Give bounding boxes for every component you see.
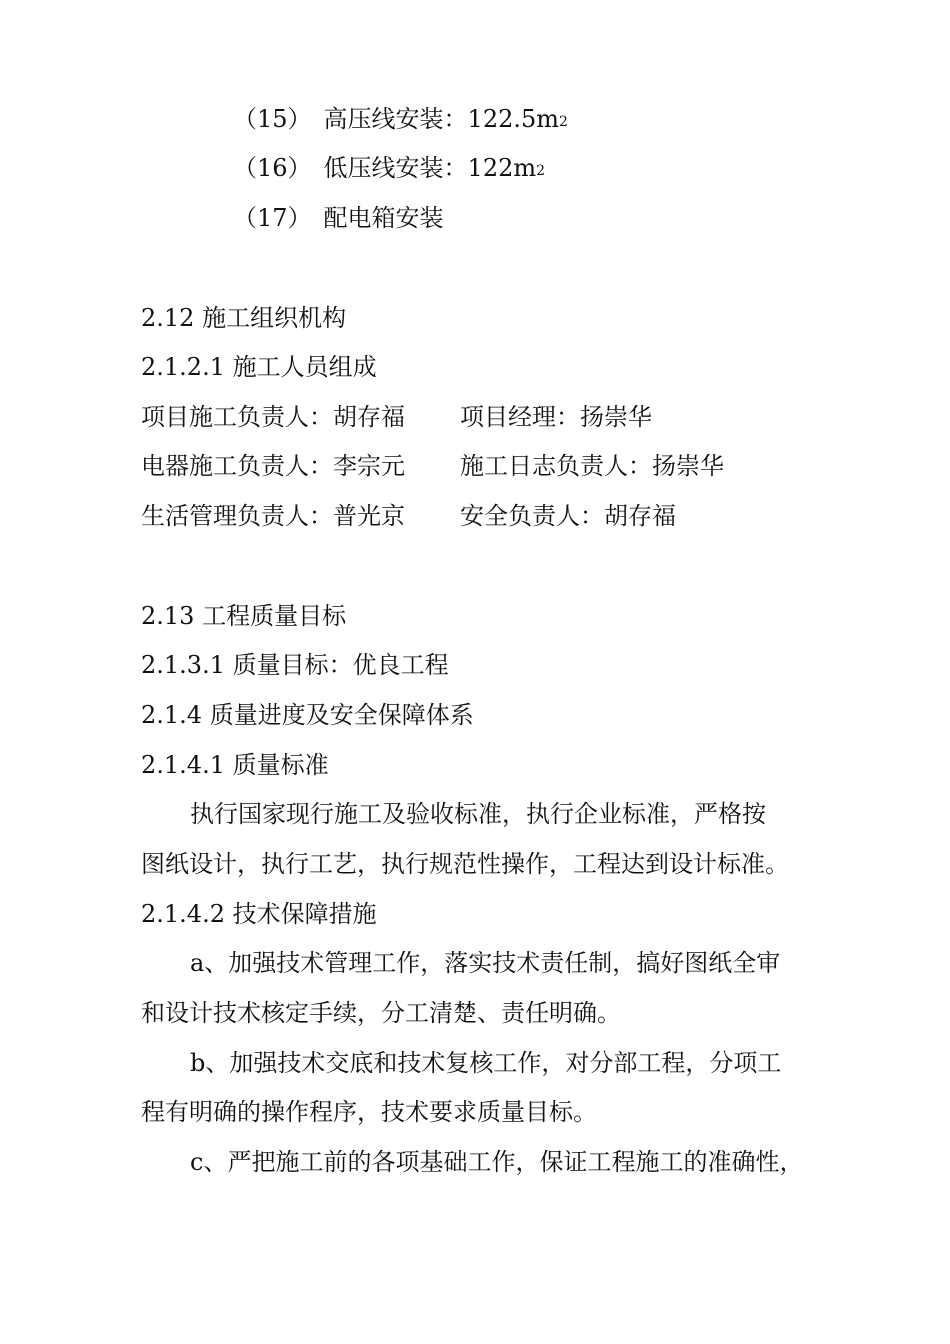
paragraph-line: b、加强技术交底和技术复核工作，对分部工程，分项工 <box>190 1049 782 1077</box>
list-item-text: 配电箱安装 <box>323 204 444 232</box>
paragraph-line: c、严把施工前的各项基础工作，保证工程施工的准确性， <box>190 1148 804 1176</box>
paragraph-line: 图纸设计，执行工艺，执行规范性操作，工程达到设计标准。 <box>141 850 789 878</box>
personnel-left: 项目施工负责人：胡存福 <box>141 403 405 431</box>
superscript: 2 <box>559 114 568 130</box>
paragraph-line: 执行国家现行施工及验收标准，执行企业标准，严格按 <box>190 800 766 828</box>
personnel-right: 安全负责人：胡存福 <box>460 502 676 530</box>
personnel-right: 项目经理：扬崇华 <box>460 403 652 431</box>
personnel-row <box>141 501 921 531</box>
list-item-text: 高压线安装：122.5m <box>323 105 560 133</box>
sub-heading: 2.1.4.2 技术保障措施 <box>141 900 377 928</box>
sub-heading: 2.1.4 质量进度及安全保障体系 <box>141 701 474 729</box>
section-heading: 2.12 施工组织机构 <box>141 304 347 332</box>
section-heading: 2.13 工程质量目标 <box>141 602 347 630</box>
personnel-row <box>141 402 921 432</box>
personnel-row <box>141 451 921 481</box>
sub-heading: 2.1.4.1 质量标准 <box>141 751 329 779</box>
personnel-left: 电器施工负责人：李宗元 <box>141 452 405 480</box>
list-item <box>233 203 444 233</box>
paragraph-line: 和设计技术核定手续，分工清楚、责任明确。 <box>141 999 621 1027</box>
personnel-right: 施工日志负责人：扬崇华 <box>460 452 724 480</box>
paragraph-line: a、加强技术管理工作，落实技术责任制，搞好图纸全审 <box>190 949 781 977</box>
sub-heading: 2.1.2.1 施工人员组成 <box>141 353 377 381</box>
sub-heading: 2.1.3.1 质量目标：优良工程 <box>141 651 449 679</box>
superscript: 2 <box>536 163 546 179</box>
list-item-number: （15） <box>233 105 312 133</box>
list-item-text: 低压线安装：122m <box>323 154 537 182</box>
list-item <box>233 153 545 187</box>
list-item <box>233 104 568 138</box>
list-item-number: （17） <box>233 204 312 232</box>
list-item-number: （16） <box>233 154 312 182</box>
personnel-left: 生活管理负责人：普光京 <box>141 502 405 530</box>
paragraph-line: 程有明确的操作程序，技术要求质量目标。 <box>141 1098 597 1126</box>
